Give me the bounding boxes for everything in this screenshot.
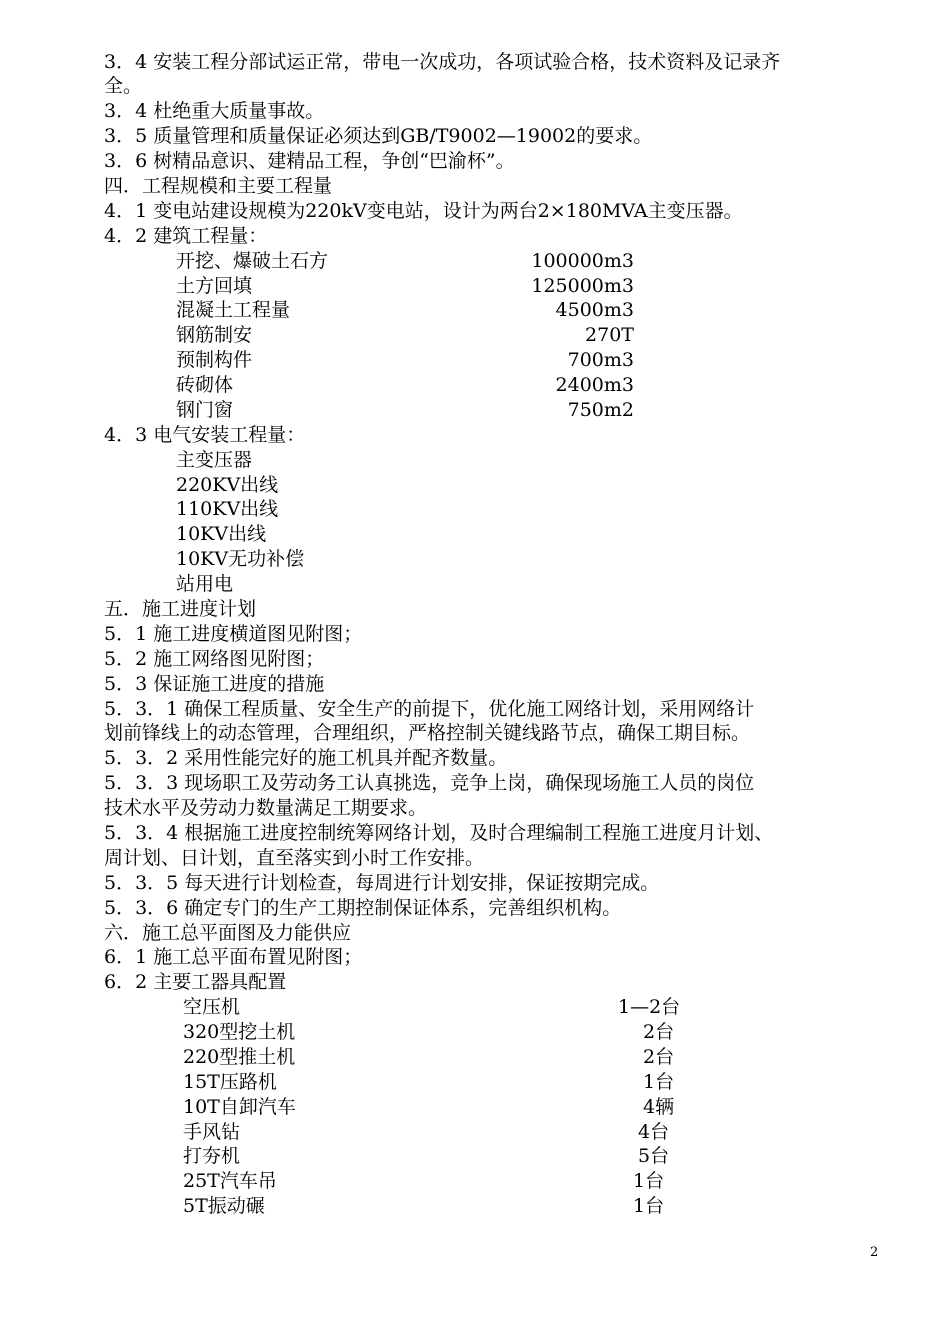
text-line: 6．1 施工总平面布置见附图； (104, 946, 363, 968)
text-line: 5．2 施工网络图见附图； (104, 648, 325, 670)
equipment-item: 15T压路机 (183, 1071, 277, 1093)
section-heading: 六．施工总平面图及力能供应 (104, 922, 352, 944)
text-line: 5．3．5 每天进行计划检查，每周进行计划安排，保证按期完成。 (104, 872, 660, 894)
text-line: 6．2 主要工器具配置 (104, 971, 287, 993)
quantity-item: 开挖、爆破土石方 (176, 250, 329, 272)
text-line: 5．3 保证施工进度的措施 (104, 673, 325, 695)
equipment-item: 10T自卸汽车 (183, 1096, 296, 1118)
electrical-item: 10KV无功补偿 (176, 548, 305, 570)
equipment-item: 220型推土机 (183, 1046, 296, 1068)
electrical-item: 10KV出线 (176, 523, 267, 545)
electrical-item: 主变压器 (176, 449, 253, 471)
quantity-item: 钢筋制安 (176, 324, 253, 346)
quantity-value: 2400m3 (555, 374, 634, 396)
text-line: 3．4 杜绝重大质量事故。 (104, 100, 325, 122)
quantity-value: 125000m3 (531, 275, 634, 297)
electrical-item: 110KV出线 (176, 498, 279, 520)
page-number: 2 (870, 1245, 879, 1260)
equipment-item: 打夯机 (183, 1145, 241, 1167)
equipment-item: 5T振动碾 (183, 1195, 265, 1217)
text-line: 技术水平及劳动力数量满足工期要求。 (104, 797, 428, 819)
quantity-value: 750m2 (567, 399, 634, 421)
text-line: 3．5 质量管理和质量保证必须达到GB/T9002—19002的要求。 (104, 125, 653, 147)
equipment-qty: 1台 (633, 1170, 665, 1192)
equipment-qty: 4台 (638, 1121, 670, 1143)
text-line: 5．3．3 现场职工及劳动务工认真挑选，竞争上岗，确保现场施工人员的岗位 (104, 772, 755, 794)
equipment-qty: 1台 (633, 1195, 665, 1217)
equipment-qty: 1台 (643, 1071, 675, 1093)
text-line: 4．2 建筑工程量： (104, 225, 268, 247)
text-line: 3．4 安装工程分部试运正常，带电一次成功，各项试验合格，技术资料及记录齐 (104, 51, 781, 73)
text-line: 周计划、日计划，直至落实到小时工作安排。 (104, 847, 485, 869)
equipment-qty: 2台 (643, 1021, 675, 1043)
equipment-item: 25T汽车吊 (183, 1170, 277, 1192)
quantity-item: 钢门窗 (176, 399, 234, 421)
quantity-item: 砖砌体 (176, 374, 234, 396)
quantity-value: 270T (585, 324, 634, 346)
equipment-item: 手风钻 (183, 1121, 241, 1143)
text-line: 4．3 电气安装工程量： (104, 424, 306, 446)
quantity-item: 土方回填 (176, 275, 253, 297)
text-line: 5．3．2 采用性能完好的施工机具并配齐数量。 (104, 747, 508, 769)
equipment-qty: 1—2台 (618, 996, 681, 1018)
equipment-qty: 2台 (643, 1046, 675, 1068)
text-line: 5．1 施工进度横道图见附图； (104, 623, 363, 645)
section-heading: 四．工程规模和主要工程量 (104, 175, 333, 197)
text-line: 5．3．4 根据施工进度控制统筹网络计划，及时合理编制工程施工进度月计划、 (104, 822, 774, 844)
equipment-item: 空压机 (183, 996, 241, 1018)
quantity-value: 4500m3 (555, 299, 634, 321)
equipment-item: 320型挖土机 (183, 1021, 296, 1043)
equipment-qty: 4辆 (643, 1096, 675, 1118)
electrical-item: 站用电 (176, 573, 234, 595)
text-line: 全。 (104, 75, 143, 97)
quantity-item: 混凝土工程量 (176, 299, 291, 321)
text-line: 5．3．6 确定专门的生产工期控制保证体系，完善组织机构。 (104, 897, 622, 919)
text-line: 5．3．1 确保工程质量、安全生产的前提下，优化施工网络计划，采用网络计 (104, 698, 755, 720)
text-line: 4．1 变电站建设规模为220kV变电站，设计为两台2×180MVA主变压器。 (104, 200, 743, 222)
section-heading: 五．施工进度计划 (104, 598, 257, 620)
quantity-value: 100000m3 (531, 250, 634, 272)
text-line: 划前锋线上的动态管理，合理组织，严格控制关键线路节点，确保工期目标。 (104, 722, 751, 744)
quantity-value: 700m3 (567, 349, 634, 371)
equipment-qty: 5台 (638, 1145, 670, 1167)
text-line: 3．6 树精品意识、建精品工程，争创“巴渝杯”。 (104, 150, 515, 172)
electrical-item: 220KV出线 (176, 474, 279, 496)
quantity-item: 预制构件 (176, 349, 253, 371)
